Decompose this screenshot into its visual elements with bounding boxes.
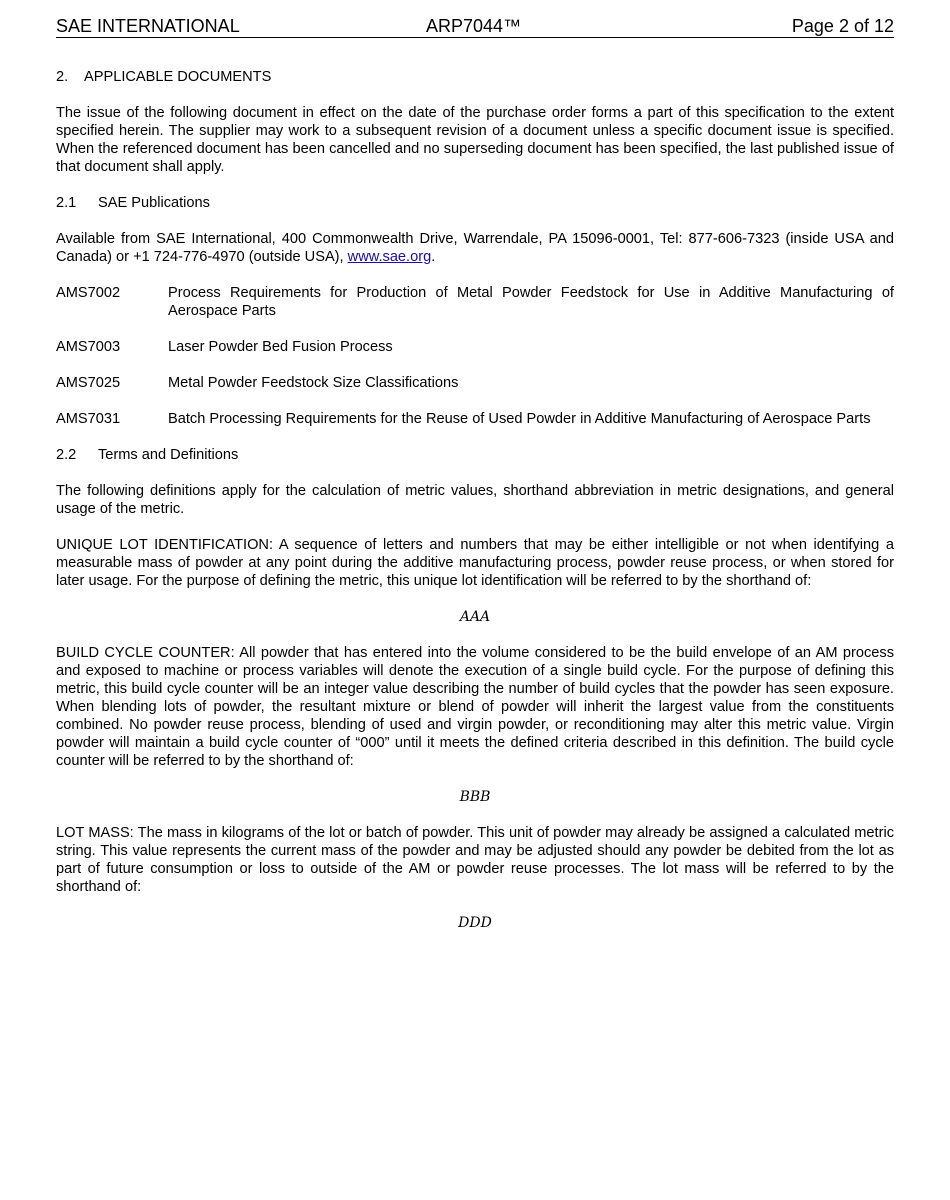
reference-code: AMS7003 [56,339,121,355]
section-number: 2.1 [56,195,77,211]
reference-code: AMS7031 [56,411,121,427]
shorthand-bbb: BBB [459,789,491,805]
section-heading-2-1 [56,194,894,212]
reference-title: Batch Processing Requirements for the Reuse of Used Powder in Additive Manufacturing of Aerospace Parts [168,411,871,427]
reference-item [56,410,894,428]
document-body [56,68,894,950]
shorthand-aaa: AAA [459,609,491,625]
page-indicator: Page 2 of 12 [791,16,894,36]
sae-website-link[interactable]: www.sae.org [347,249,432,265]
definition-unique-lot-identification: UNIQUE LOT IDENTIFICATION: A sequence of letters and numbers that may be either intelligible or not when identifying a measurable mass of powder at any point during the additive manufacturing process, powder reuse process, or when stored for later usage. For the purpose of defining the metric, this unique lot identification will be referred to by the shorthand of: [56,537,894,589]
reference-item [56,284,894,320]
organization-name: SAE INTERNATIONAL [56,16,240,36]
reference-item [56,338,894,356]
section-title: SAE Publications [98,195,210,211]
definition-build-cycle-counter: BUILD CYCLE COUNTER: All powder that has entered into the volume considered to be the build envelope of an AM process and exposed to machine or process variables will denote the execution of a single build cycle. For the purpose of defining this metric, this build cycle counter will be an integer value describing the number of build cycles that the powder has seen exposure. When blending lots of powder, the resultant mixture or blend of powder will inherit the largest value from the constituents combined. No powder reuse process, blending of used and virgin powder, or reconditioning may alter this metric value. Virgin powder will maintain a build cycle counter of “000” until it meets the defined criteria described in this definition. The build cycle counter will be referred to by the shorthand of: [56,645,894,769]
page-header [56,15,894,38]
definition-lot-mass: LOT MASS: The mass in kilograms of the lot or batch of powder. This unit of powder may already be assigned a calculated metric string. This value represents the current mass of the powder and may be adjusted should any powder be debited from the lot as part of future consumption or loss to outside of the AM or powder reuse processes. The lot mass will be referred to by the shorthand of: [56,825,894,895]
section-heading-2-2 [56,446,894,464]
section-title: APPLICABLE DOCUMENTS [84,69,272,85]
reference-code: AMS7002 [56,285,121,301]
availability-text: Available from SAE International, 400 Commonwealth Drive, Warrendale, PA 15096-0001, Tel: 877-606-7323 (inside USA and Canada) or +1 724-776-4970 (outside USA), [56,231,894,265]
availability-paragraph [56,230,894,266]
availability-suffix: . [431,249,436,265]
reference-title: Metal Powder Feedstock Size Classifications [168,375,459,391]
reference-item [56,374,894,392]
section-2-intro: The issue of the following document in effect on the date of the purchase order forms a part of this specification to the extent specified herein. The supplier may work to a subsequent revision of a document unless a specific document issue is specified. When the referenced document has been cancelled and no superseding document has been specified, the last published issue of that document shall apply. [56,105,894,175]
section-number: 2.2 [56,447,77,463]
section-heading-2 [56,68,894,86]
reference-title: Laser Powder Bed Fusion Process [168,339,393,355]
reference-code: AMS7025 [56,375,121,391]
section-title: Terms and Definitions [98,447,239,463]
section-number: 2. [56,69,69,85]
shorthand-ddd: DDD [458,915,492,931]
document-number: ARP7044™ [426,16,522,36]
reference-title: Process Requirements for Production of Metal Powder Feedstock for Use in Additive Manufacturing of Aerospace Parts [168,285,894,319]
definitions-intro: The following definitions apply for the calculation of metric values, shorthand abbreviation in metric designations, and general usage of the metric. [56,483,894,517]
